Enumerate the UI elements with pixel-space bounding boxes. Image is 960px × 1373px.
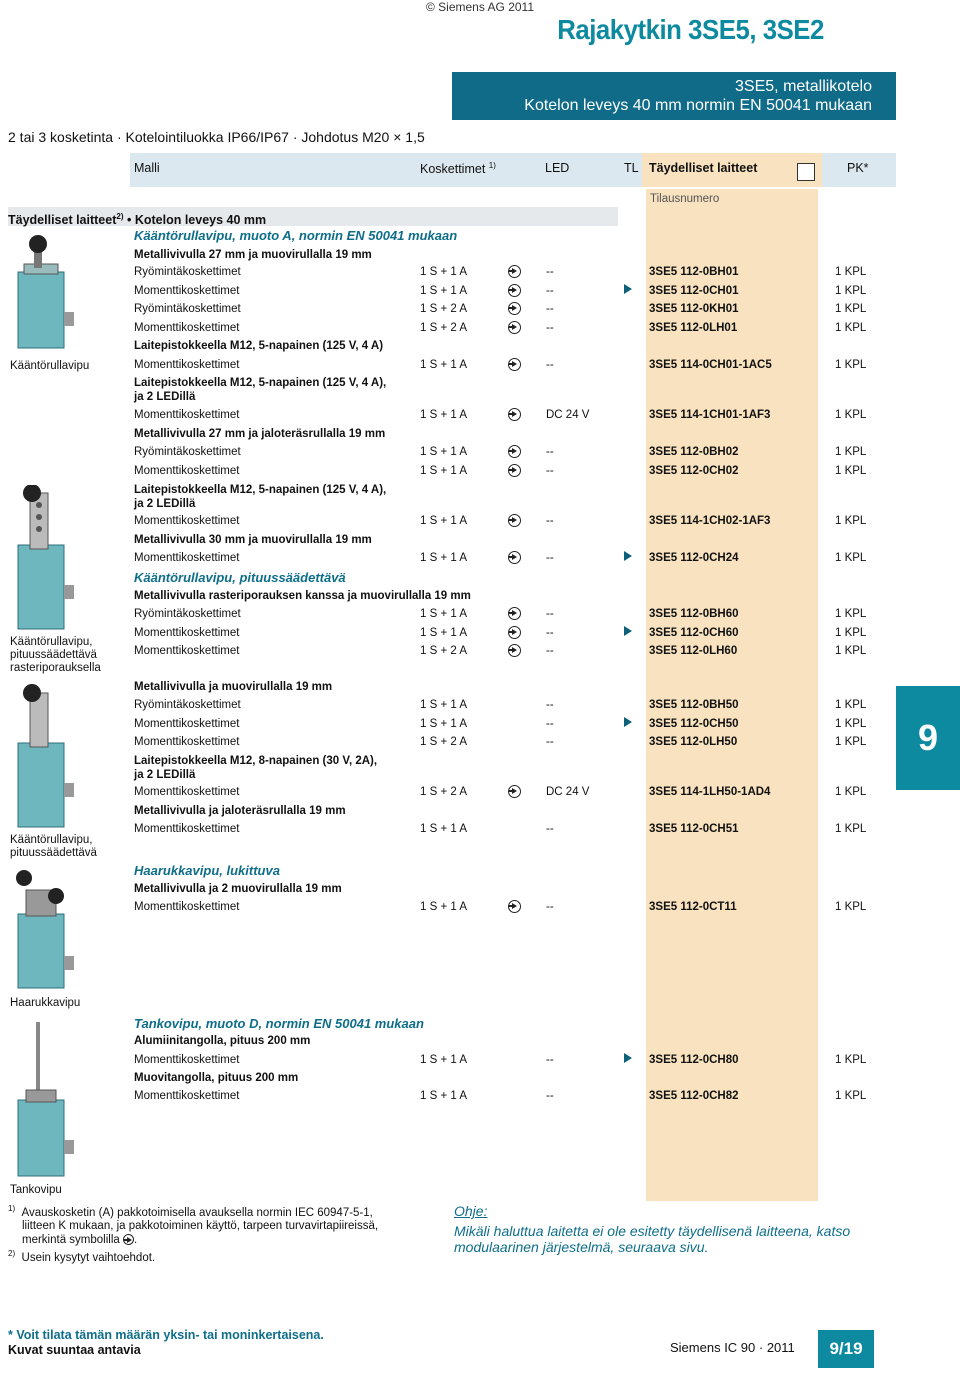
preferred-variant-triangle-icon (624, 1053, 632, 1063)
positive-opening-arrow-icon (508, 607, 521, 620)
table-row (134, 465, 878, 481)
positive-opening-arrow-icon (508, 644, 521, 657)
contact-config: 1 S + 1 A (420, 823, 467, 835)
positive-opening-arrow-icon (508, 284, 521, 297)
sub-heading: ja 2 LEDillä (134, 391, 196, 403)
fork-lever-image (10, 868, 120, 992)
sub-heading: Alumiinitangolla, pituus 200 mm (134, 1035, 311, 1047)
pack-quantity: 1 KPL (835, 303, 867, 315)
pack-quantity: 1 KPL (835, 699, 867, 711)
pack-quantity: 1 KPL (835, 823, 867, 835)
group-heading: Tankovipu, muoto D, normin EN 50041 mukaan (134, 1016, 424, 1031)
order-number[interactable]: 3SE5 112-0CH80 (649, 1054, 739, 1066)
led-value: -- (546, 699, 554, 711)
table-row (134, 322, 878, 338)
contact-config: 1 S + 1 A (420, 608, 467, 620)
order-number[interactable]: 3SE5 112-0CH01 (649, 285, 739, 297)
contact-config: 1 S + 2 A (420, 736, 467, 748)
positive-opening-arrow-icon (508, 514, 521, 527)
note-box (454, 1203, 850, 1255)
table-row (134, 786, 878, 802)
contact-config: 1 S + 2 A (420, 645, 467, 657)
contact-type: Ryömintäkoskettimet (134, 266, 241, 278)
table-row (134, 736, 878, 752)
contact-config: 1 S + 1 A (420, 409, 467, 421)
positive-opening-arrow-icon (508, 302, 521, 315)
contact-config: 1 S + 1 A (420, 515, 467, 527)
positive-opening-arrow-icon (508, 321, 521, 334)
positive-opening-arrow-icon (508, 408, 521, 421)
contact-type: Momenttikoskettimet (134, 823, 240, 835)
pack-quantity: 1 KPL (835, 627, 867, 639)
contact-type: Momenttikoskettimet (134, 409, 240, 421)
checkbox-icon (797, 163, 815, 181)
pack-quantity: 1 KPL (835, 718, 867, 730)
sub-heading: Laitepistokkeella M12, 5-napainen (125 V, 4 A) (134, 340, 384, 352)
rod-lever-image (10, 1020, 120, 1180)
led-value: -- (546, 446, 554, 458)
contact-type: Momenttikoskettimet (134, 1054, 240, 1066)
group-heading: Kääntörullavipu, pituussäädettävä (134, 570, 346, 585)
order-number[interactable]: 3SE5 112-0CH02 (649, 465, 739, 477)
led-value: -- (546, 322, 554, 334)
order-number[interactable]: 3SE5 112-0CT11 (649, 901, 737, 913)
pack-quantity: 1 KPL (835, 786, 867, 798)
led-value: -- (546, 823, 554, 835)
contact-type: Momenttikoskettimet (134, 786, 240, 798)
sub-heading: Metallivivulla ja 2 muovirullalla 19 mm (134, 883, 342, 895)
contact-type: Momenttikoskettimet (134, 552, 240, 564)
order-number[interactable]: 3SE5 112-0LH50 (649, 736, 738, 748)
contact-config: 1 S + 2 A (420, 786, 467, 798)
table-row (134, 823, 878, 839)
table-row (134, 515, 878, 531)
pack-quantity: 1 KPL (835, 736, 867, 748)
sub-heading: Metallivivulla ja jaloteräsrullalla 19 mm (134, 805, 346, 817)
product-banner (452, 72, 896, 120)
led-value: -- (546, 359, 554, 371)
banner-line-1: 3SE5, metallikotelo (735, 78, 872, 95)
table-row (134, 409, 878, 425)
header-malli: Malli (134, 161, 160, 175)
page-number: 9/19 (818, 1330, 874, 1368)
pack-quantity: 1 KPL (835, 552, 867, 564)
order-number[interactable]: 3SE5 114-1LH50-1AD4 (649, 786, 771, 798)
order-number[interactable]: 3SE5 112-0CH51 (649, 823, 739, 835)
pack-quantity: 1 KPL (835, 645, 867, 657)
sub-heading: Laitepistokkeella M12, 8-napainen (30 V, 2A), (134, 755, 378, 767)
led-value: -- (546, 718, 554, 730)
contact-type: Momenttikoskettimet (134, 718, 240, 730)
pack-quantity: 1 KPL (835, 322, 867, 334)
bottom-notes: * Voit tilata tämän määrän yksin- tai moninkertaisena. Kuvat suuntaa antavia (8, 1328, 324, 1357)
side-label: Haarukkavipu (10, 997, 81, 1009)
order-number[interactable]: 3SE5 112-0CH50 (649, 718, 739, 730)
table-row (134, 699, 878, 715)
contact-config: 1 S + 2 A (420, 303, 467, 315)
rotary-roller-lever-image (10, 232, 120, 352)
adjustable-lever-image (10, 485, 120, 635)
contact-config: 1 S + 2 A (420, 322, 467, 334)
contact-type: Ryömintäkoskettimet (134, 608, 241, 620)
table-row (134, 1090, 878, 1106)
contact-type: Momenttikoskettimet (134, 515, 240, 527)
positive-opening-arrow-icon (508, 551, 521, 564)
pack-quantity: 1 KPL (835, 1054, 867, 1066)
table-row (134, 552, 878, 568)
contact-type: Ryömintäkoskettimet (134, 446, 241, 458)
order-column-background (646, 189, 818, 1201)
order-number[interactable]: 3SE5 112-0BH60 (649, 608, 739, 620)
led-value: -- (546, 266, 554, 278)
contact-config: 1 S + 1 A (420, 901, 467, 913)
led-value: -- (546, 465, 554, 477)
sub-heading: Laitepistokkeella M12, 5-napainen (125 V, 4 A), (134, 484, 387, 496)
contact-type: Momenttikoskettimet (134, 465, 240, 477)
header-taydelliset: Täydelliset laitteet (649, 161, 758, 175)
table-row (134, 608, 878, 624)
footnotes: $^{1)}$ Avauskosketin (A) pakkotoimisella avauksella normin IEC 60947-5-1, liitteen K mukaan, ja pakkotoiminen käyttö, tarpeen turvavirtapiireissä, merkintä symbolilla . $^{2)}$ Usein kysytyt vaihtoehdot. (8, 1204, 379, 1265)
page-title: Rajakytkin 3SE5, 3SE2 (557, 14, 824, 45)
order-number[interactable]: 3SE5 114-0CH01-1AC5 (649, 359, 772, 371)
pack-quantity: 1 KPL (835, 901, 867, 913)
preferred-variant-triangle-icon (624, 626, 632, 636)
table-row (134, 901, 878, 917)
header-pk: PK* (847, 161, 869, 175)
contact-config: 1 S + 1 A (420, 465, 467, 477)
sub-heading: Metallivivulla ja muovirullalla 19 mm (134, 681, 333, 693)
contact-type: Momenttikoskettimet (134, 736, 240, 748)
contact-config: 1 S + 1 A (420, 699, 467, 711)
contact-config: 1 S + 1 A (420, 1054, 467, 1066)
note-line-2: modulaarinen järjestelmä, seuraava sivu. (454, 1239, 709, 1255)
contact-config: 1 S + 1 A (420, 446, 467, 458)
chapter-tab: 9 (896, 686, 960, 790)
table-row (134, 645, 878, 661)
order-number[interactable]: 3SE5 112-0BH02 (649, 446, 739, 458)
side-label: Kääntörullavipu (10, 360, 90, 372)
positive-opening-arrow-icon (508, 785, 521, 798)
led-value: -- (546, 608, 554, 620)
header-led: LED (545, 161, 570, 175)
contact-type: Momenttikoskettimet (134, 285, 240, 297)
pack-quantity: 1 KPL (835, 285, 867, 297)
led-value: -- (546, 303, 554, 315)
pack-quantity: 1 KPL (835, 515, 867, 527)
contact-config: 1 S + 1 A (420, 1090, 467, 1102)
sub-heading: ja 2 LEDillä (134, 498, 196, 510)
table-row (134, 446, 878, 462)
led-value: -- (546, 515, 554, 527)
sub-heading: Metallivivulla 30 mm ja muovirullalla 19 mm (134, 534, 372, 546)
table-row (134, 285, 878, 301)
section-title: Täydelliset laitteet$^{2)}$ • Kotelon leveys 40 mm (8, 207, 618, 226)
contact-type: Momenttikoskettimet (134, 645, 240, 657)
adjustable-lever-image-2 (10, 683, 120, 833)
contact-config: 1 S + 1 A (420, 285, 467, 297)
led-value: -- (546, 901, 554, 913)
contact-config: 1 S + 1 A (420, 718, 467, 730)
sub-heading: Metallivivulla 27 mm ja muovirullalla 19 mm (134, 249, 372, 261)
group-heading: Haarukkavipu, lukittuva (134, 863, 280, 878)
note-title: Ohje: (454, 1203, 488, 1219)
sub-heading: Metallivivulla rasteriporauksen kanssa ja muovirullalla 19 mm (134, 590, 471, 602)
table-row (134, 1054, 878, 1070)
table-row (134, 718, 878, 734)
led-value: -- (546, 552, 554, 564)
header-tl: TL (624, 161, 639, 175)
contact-config: 1 S + 1 A (420, 627, 467, 639)
positive-opening-arrow-icon (508, 445, 521, 458)
led-value: -- (546, 627, 554, 639)
order-number[interactable]: 3SE5 112-0CH24 (649, 552, 739, 564)
positive-opening-arrow-icon (508, 265, 521, 278)
positive-opening-arrow-icon (508, 900, 521, 913)
contact-type: Ryömintäkoskettimet (134, 303, 241, 315)
contact-type: Momenttikoskettimet (134, 1090, 240, 1102)
note-line-1: Mikäli haluttua laitetta ei ole esitetty täydellisenä laitteena, katso (454, 1223, 851, 1239)
sub-heading: Muovitangolla, pituus 200 mm (134, 1072, 299, 1084)
contact-config: 1 S + 1 A (420, 266, 467, 278)
pack-quantity: 1 KPL (835, 465, 867, 477)
order-number[interactable]: 3SE5 112-0CH82 (649, 1090, 739, 1102)
pack-quantity: 1 KPL (835, 608, 867, 620)
pack-quantity: 1 KPL (835, 359, 867, 371)
contact-config: 1 S + 1 A (420, 359, 467, 371)
tilausnumero-label: Tilausnumero (650, 193, 720, 205)
order-number[interactable]: 3SE5 114-1CH02-1AF3 (649, 515, 771, 527)
copyright-text: © Siemens AG 2011 (425, 0, 534, 14)
contact-type: Momenttikoskettimet (134, 627, 240, 639)
positive-opening-arrow-icon (123, 1234, 134, 1245)
pack-quantity: 1 KPL (835, 266, 867, 278)
order-number[interactable]: 3SE5 112-0LH01 (649, 322, 738, 334)
side-label: Tankovipu (10, 1184, 62, 1196)
table-row (134, 627, 878, 643)
led-value: -- (546, 1090, 554, 1102)
led-value: -- (546, 736, 554, 748)
side-label: Kääntörullavipu, pituussäädettävä (10, 834, 97, 859)
order-number[interactable]: 3SE5 114-1CH01-1AF3 (649, 409, 771, 421)
led-value: DC 24 V (546, 786, 590, 798)
positive-opening-arrow-icon (508, 464, 521, 477)
led-value: -- (546, 285, 554, 297)
preferred-variant-triangle-icon (624, 717, 632, 727)
contact-type: Momenttikoskettimet (134, 322, 240, 334)
group-heading: Kääntörullavipu, muoto A, normin EN 50041 mukaan (134, 228, 458, 243)
pack-quantity: 1 KPL (835, 1090, 867, 1102)
preferred-variant-triangle-icon (624, 284, 632, 294)
preferred-variant-triangle-icon (624, 551, 632, 561)
sub-heading: Laitepistokkeella M12, 5-napainen (125 V, 4 A), (134, 377, 387, 389)
order-number[interactable]: 3SE5 112-0LH60 (649, 645, 738, 657)
table-header (130, 153, 896, 187)
pack-quantity: 1 KPL (835, 409, 867, 421)
led-value: -- (546, 1054, 554, 1066)
table-row (134, 303, 878, 319)
table-row (134, 266, 878, 282)
contact-config: 1 S + 1 A (420, 552, 467, 564)
order-number[interactable]: 3SE5 112-0BH50 (649, 699, 739, 711)
positive-opening-arrow-icon (508, 358, 521, 371)
order-number[interactable]: 3SE5 112-0CH60 (649, 627, 739, 639)
positive-opening-arrow-icon (508, 626, 521, 639)
feature-line: 2 tai 3 kosketinta · Kotelointiluokka IP66/IP67 · Johdotus M20 × 1,5 (8, 129, 425, 145)
table-row (134, 359, 878, 375)
sub-heading: Metallivivulla 27 mm ja jaloteräsrullalla 19 mm (134, 428, 386, 440)
contact-type: Momenttikoskettimet (134, 359, 240, 371)
order-number[interactable]: 3SE5 112-0KH01 (649, 303, 739, 315)
order-number[interactable]: 3SE5 112-0BH01 (649, 266, 739, 278)
banner-line-2: Kotelon leveys 40 mm normin EN 50041 mukaan (524, 97, 872, 114)
contact-type: Ryömintäkoskettimet (134, 699, 241, 711)
pack-quantity: 1 KPL (835, 446, 867, 458)
sub-heading: ja 2 LEDillä (134, 769, 196, 781)
led-value: -- (546, 645, 554, 657)
catalog-reference: Siemens IC 90 · 2011 (670, 1340, 795, 1355)
side-label: Kääntörullavipu, pituussäädettävä rasteriporauksella (10, 636, 101, 674)
contact-type: Momenttikoskettimet (134, 901, 240, 913)
led-value: DC 24 V (546, 409, 590, 421)
header-koskettimet: Koskettimet $^{1)}$ (420, 161, 496, 177)
